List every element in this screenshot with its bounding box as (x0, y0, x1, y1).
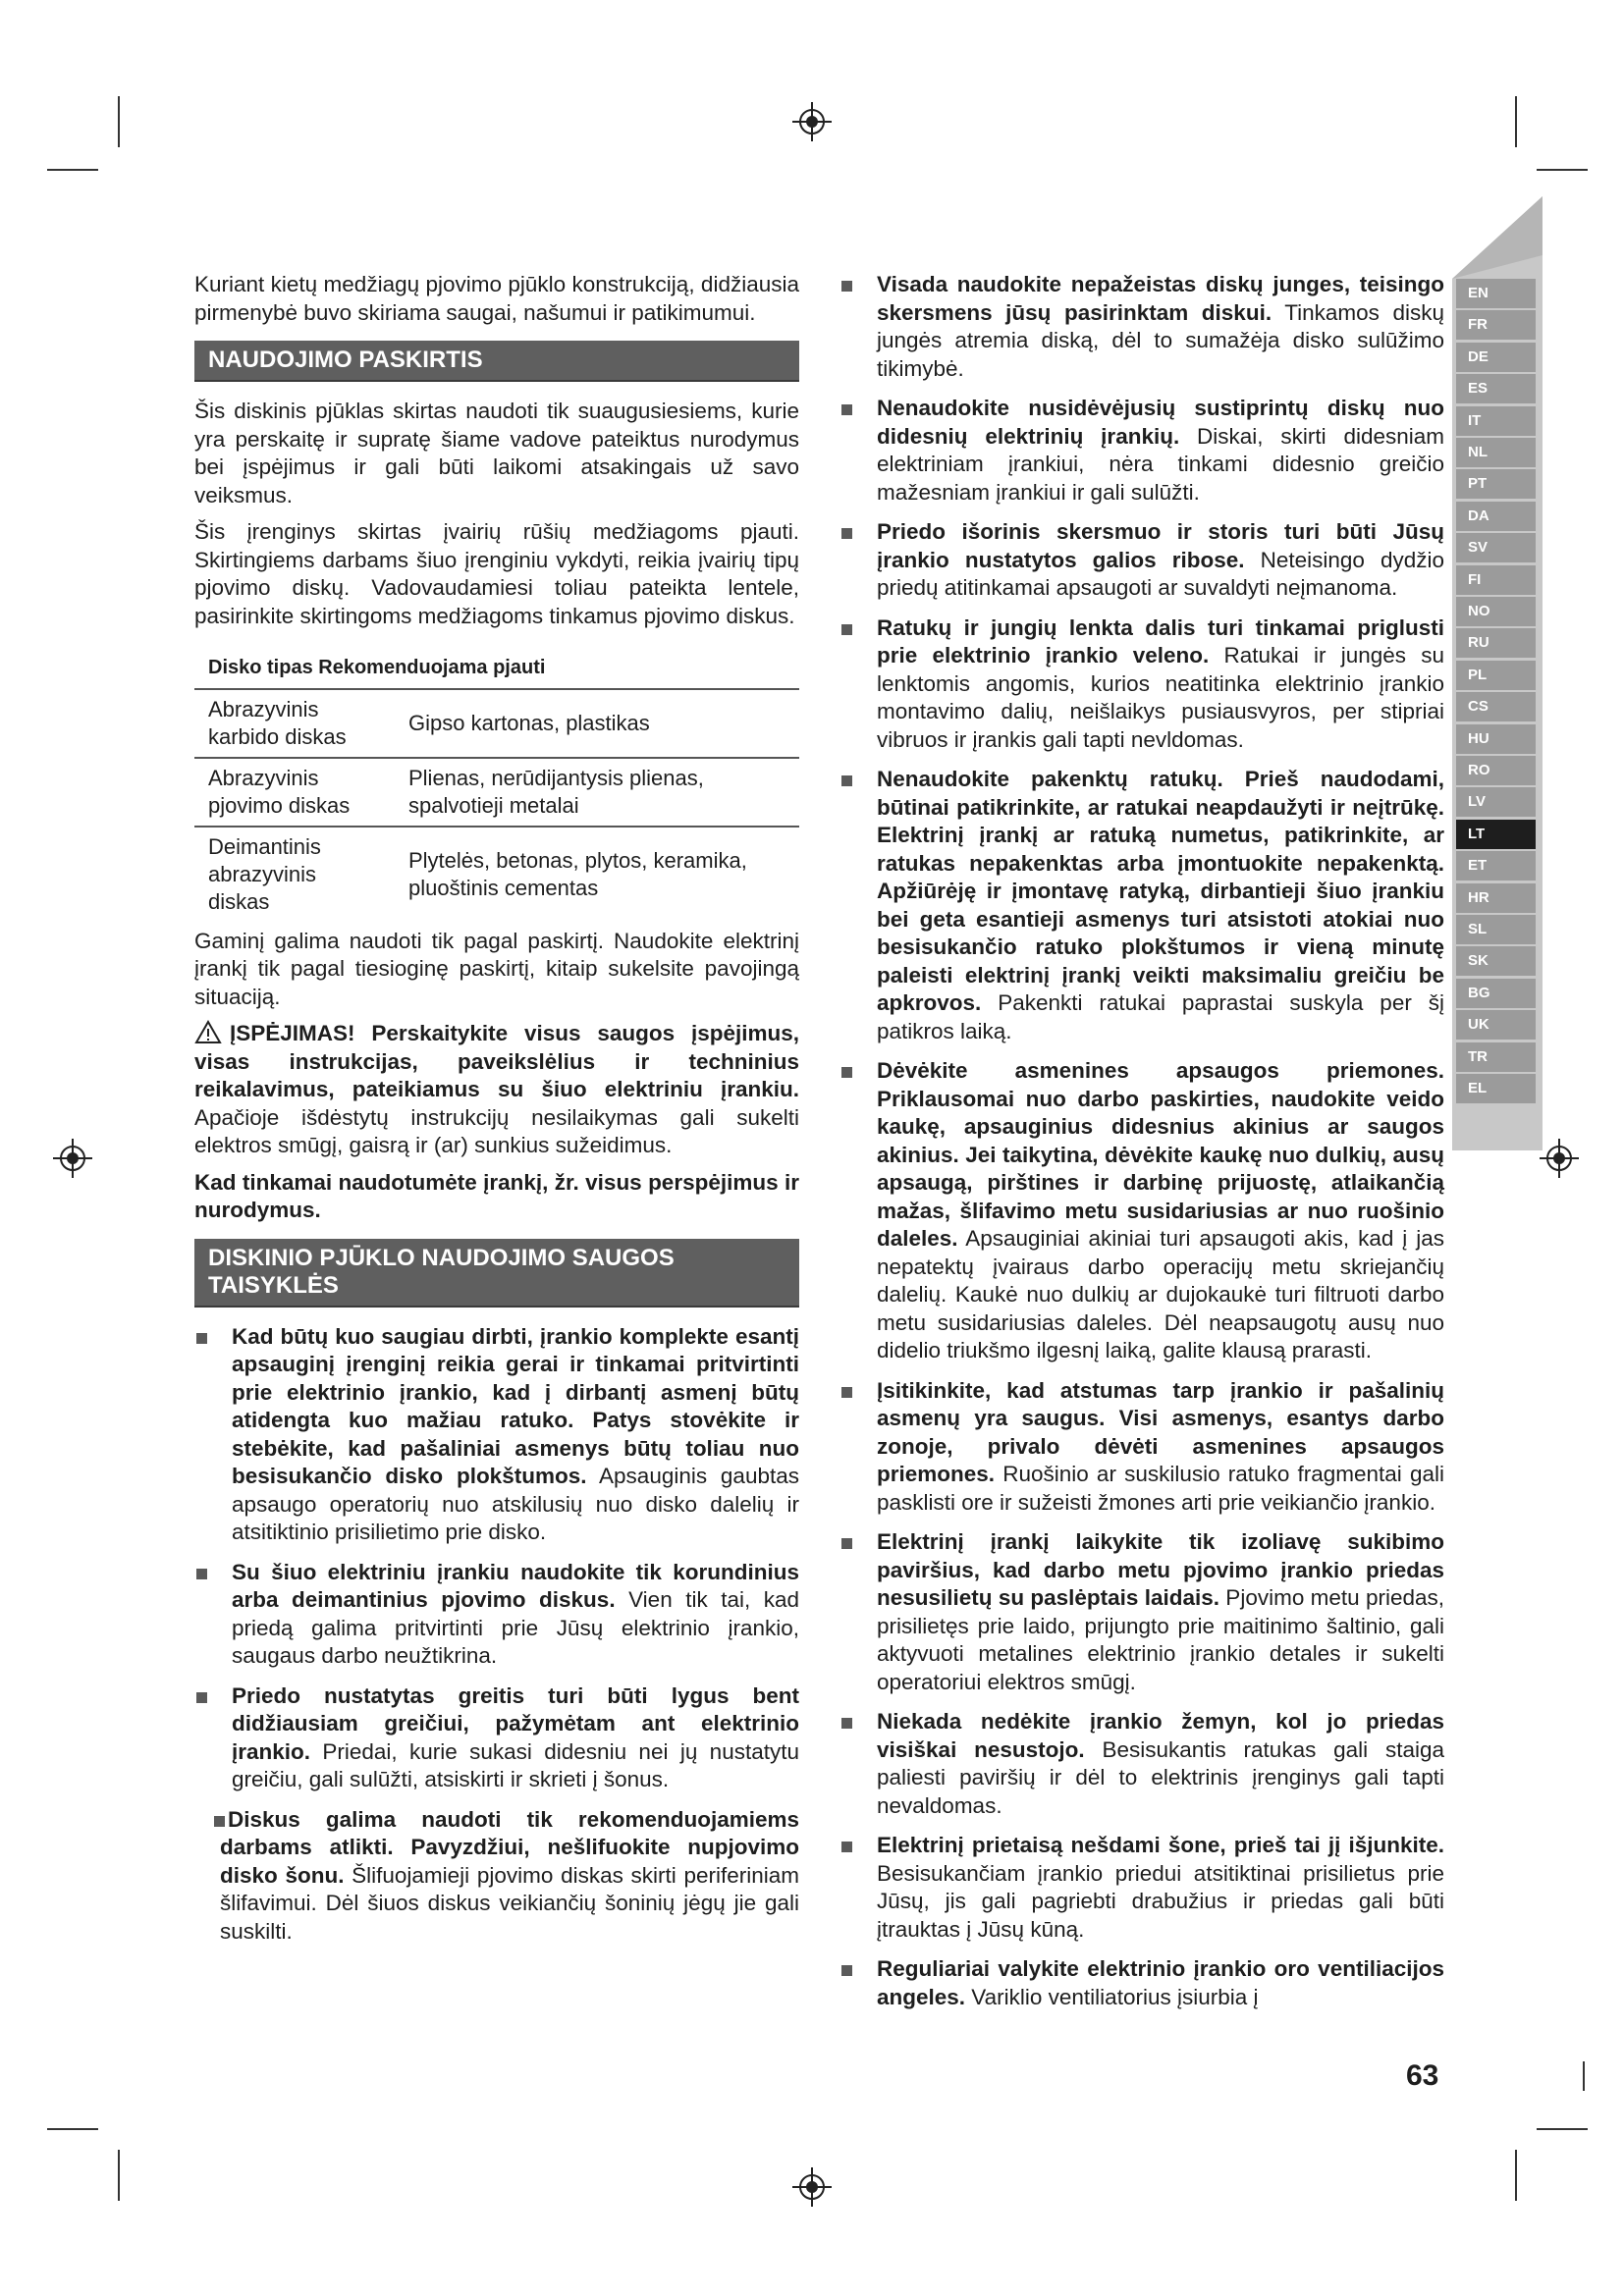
right-column (839, 271, 1444, 2023)
language-tabs (1452, 196, 1552, 1150)
bullet-square-icon (841, 281, 852, 292)
table-cell: Deimantinis abrazyvinis diskas (208, 833, 321, 914)
left-column (194, 271, 799, 1957)
item-text: Variklio ventiliatorius įsiurbia į (965, 1984, 1259, 2009)
item-bold: Priedo nustatytas greitis turi būti lygus bent didžiausiam greičiui, pažymėtam ant elektrinio įrankio. (232, 1682, 799, 1764)
item-bold: Kad būtų kuo saugiau dirbti, įrankio komplekte esantį apsauginį įrenginį reikia gerai ir tinkamai pritvirtinti prie elektrinio įrankio, kad į dirbantį asmenį būtų atidengta kuo mažiau ratuko. Patys stovėkite ir stebėkite, kad pašaliniai asmenys būtų toliau nuo besisukančio disko plokštumos. (232, 1323, 799, 1488)
tab-en[interactable]: EN (1456, 279, 1536, 308)
item-bold: Nenaudokite pakenktų ratukų. Prieš naudodami, būtinai patikrinkite, ar ratukai neapdaužyti ir neįtrūkę. Elektrinį įrankį ar ratuką numetus, patikrinkite, ar ratukas nepakenktas arba įmontuokite nepakenktą. Apžiūrėję ir įmontavę ratyką, dirbantieji šiuo įrankiu bei geta esantieji asmenys turi atsistoti atokiai nuo besisukančio ratuko plokštumos ir vieną minutę paleisti elektrinį įrankį veikti maksimaliu greičiu be apkrovos. (877, 767, 1444, 1015)
list-item (839, 395, 1444, 507)
tab-sk[interactable]: SK (1456, 946, 1536, 976)
tab-hr[interactable]: HR (1456, 883, 1536, 913)
tab-sl[interactable]: SL (1456, 915, 1536, 944)
bullet-square-icon (196, 1692, 207, 1703)
item-bold: Dėvėkite asmenines apsaugos priemones. Priklausomai nuo darbo paskirties, naudokite veido kaukę, apsauginius didesnius akinius ar saugos akinius. Jei taikytina, dėvėkite kaukę nuo dulkių, ausų apsaugą, pirštines ir darbinę prijuostę, atlaikančią mažas, šlifavimo metu susidariusias ar nuo ruošinio daleles. (877, 1058, 1444, 1251)
crop-mark (1515, 2150, 1517, 2201)
crop-mark (118, 2150, 120, 2201)
tab-it[interactable]: IT (1456, 406, 1536, 436)
item-bold: Įsitikinkite, kad atstumas tarp įrankio ir pašalinių asmenų yra saugus. Visi asmenys, esantys darbo zonoje, privalo dėvėti asmenines apsaugos priemones. (877, 1377, 1444, 1486)
item-bold: Priedo išorinis skersmuo ir storis turi būti Jūsų įrankio nustatytos galios ribose. (877, 519, 1444, 572)
table-cell: Plytelės, betonas, plytos, keramika, pluoštinis cementas (408, 847, 747, 900)
correct-use-note (194, 1169, 799, 1225)
item-text: Besisukantis ratukas gali staiga paliesti paviršių ir dėl to elektrinis įrenginys gali tapti nevaldomas. (877, 1736, 1444, 1818)
tab-lt[interactable]: LT (1456, 820, 1536, 849)
tab-fr[interactable]: FR (1456, 310, 1536, 340)
crop-mark (47, 169, 98, 171)
list-item (839, 1832, 1444, 1944)
item-text: Ruošinio ar suskilusio ratuko fragmentai gali pasklisti ore ir sužeisti žmones arti prie veikiančio įrankio. (877, 1462, 1444, 1515)
item-text: Pjovimo metu priedas, prisilietęs prie laido, prijungto prie maitinimo šaltinio, gali aktyvuoti metalines elektrinio įrankio detales ir sukelti operatoriui elektros smūgį. (877, 1585, 1444, 1694)
list-item (194, 1682, 799, 1794)
tab-uk[interactable]: UK (1456, 1010, 1536, 1040)
bullet-square-icon (841, 1067, 852, 1078)
tab-pl[interactable]: PL (1456, 661, 1536, 690)
item-bold: Nenaudokite nusidėvėjusių sustiprintų diskų nuo didesnių elektrinių įrankių. (877, 396, 1444, 449)
tab-ru[interactable]: RU (1456, 628, 1536, 658)
correct-use-bold: Kad tinkamai naudotumėte įrankį, žr. visus perspėjimus ir nurodymus. (194, 1169, 799, 1222)
registration-mark-icon (790, 100, 834, 143)
table-header: Disko tipas Rekomenduojama pjauti (194, 648, 799, 689)
page-number: 63 (1406, 2059, 1439, 2092)
crop-mark (1537, 2128, 1588, 2130)
item-bold: Visada naudokite nepažeistas diskų junges, teisingo skersmens jūsų pasirinktam diskui. (877, 272, 1444, 325)
crop-mark (1583, 2061, 1585, 2091)
item-bold: Elektrinį prietaisą nešdami šone, prieš tai jį išjunkite. (877, 1833, 1444, 1857)
purpose-paragraph: Šis įrenginys skirtas įvairių rūšių medžiagoms pjauti. Skirtingiems darbams šiuo įrenginiu vykdyti, reikia įvairių tipų pjovimo diskų. Vadovaudamiesi toliau pateikta lentele, pasirinkite skirtingoms medžiagoms tinkamus pjovimo diskus. (194, 519, 799, 628)
item-text: Neteisingo dydžio priedų atitinkamai apsaugoti ar suvaldyti neįmanoma. (877, 547, 1444, 600)
list-item (839, 1708, 1444, 1820)
bullet-square-icon (196, 1333, 207, 1344)
table-cell: Plienas, nerūdijantysis plienas, spalvotieji metalai (395, 758, 799, 827)
list-item (839, 271, 1444, 383)
table-cell: Gipso kartonas, plastikas (395, 689, 799, 758)
tab-nl[interactable]: NL (1456, 438, 1536, 467)
tab-no[interactable]: NO (1456, 597, 1536, 626)
item-text: Vien tik tai, kad priedą galima pritvirtinti prie Jūsų elektrinio įrankio, saugaus darbo neužtikrina. (232, 1587, 799, 1668)
item-bold: Reguliariai valykite elektrinio įrankio oro ventiliacijos angeles. (877, 1956, 1444, 2009)
tab-et[interactable]: ET (1456, 851, 1536, 881)
crop-mark (118, 96, 120, 147)
tab-de[interactable]: DE (1456, 343, 1536, 372)
warning-text: Apačioje išdėstytų instrukcijų nesilaikymas gali sukelti elektros smūgį, gaisrą ir (ar) sunkius sužeidimus. (194, 1104, 799, 1157)
purpose-paragraph: Šis diskinis pjūklas skirtas naudoti tik suaugusiesiems, kurie yra perskaitę ir supratę šiame vadove pateiktus nurodymus bei įspėjimus ir gali būti laikomi atsakingais už savo veiksmus. (194, 399, 799, 507)
item-bold: Niekada nedėkite įrankio žemyn, kol jo priedas visiškai nesustojo. (877, 1709, 1444, 1762)
tab-tr[interactable]: TR (1456, 1042, 1536, 1072)
bullet-square-icon (841, 1538, 852, 1549)
list-item (839, 614, 1444, 755)
tab-el[interactable]: EL (1456, 1074, 1536, 1103)
bullet-square-icon (196, 1569, 207, 1579)
disc-type-table (194, 648, 799, 922)
registration-mark-icon (790, 2165, 834, 2209)
item-text: Tinkamos diskų jungės atremia diską, dėl to sumažėja disko sulūžimo tikimybė. (877, 299, 1444, 381)
tab-lv[interactable]: LV (1456, 787, 1536, 817)
bullet-square-icon (841, 1965, 852, 1976)
item-bold: Elektrinį įrankį laikykite tik izoliavę sukibimo paviršius, kad darbo metu pjovimo įrankio priedas nesusilietų su paslėptais laidais. (877, 1529, 1444, 1610)
section-heading-purpose: NAUDOJIMO PASKIRTIS (194, 341, 799, 382)
list-item (194, 1559, 799, 1671)
list-item (839, 1955, 1444, 2011)
tab-bg[interactable]: BG (1456, 979, 1536, 1008)
intro-paragraph: Kuriant kietų medžiagų pjovimo pjūklo konstrukciją, didžiausia pirmenybė buvo skiriama saugai, našumui ir patikimumui. (194, 272, 799, 325)
item-text: Apsauginis gaubtas apsaugo operatorių nuo atskilusių nuo disko dalelių ir atsitiktinio prisilietimo prie disko. (232, 1464, 799, 1544)
tab-es[interactable]: ES (1456, 374, 1536, 403)
tab-da[interactable]: DA (1456, 502, 1536, 531)
bullet-square-icon (841, 528, 852, 539)
item-text: Ratukai ir jungės su lenktomis angomis, kurios neatitinka elektrinio įrankio montavimo dalių, neišlaikys pusiausvyros, per stipriai vibruos ir įrankis gali tapti nevldomas. (877, 643, 1444, 752)
tab-sv[interactable]: SV (1456, 533, 1536, 562)
table-row (194, 758, 799, 827)
table-row (194, 689, 799, 758)
list-item (194, 1323, 799, 1547)
bullet-square-icon (841, 624, 852, 635)
list-item (839, 766, 1444, 1045)
bullet-square-icon (841, 404, 852, 415)
crop-mark (1537, 169, 1588, 171)
list-item (839, 1528, 1444, 1696)
list-item (194, 1806, 799, 1947)
item-text: Priedai, kurie sukasi didesniu nei jų nustatytu greičiu, gali sulūžti, atsiskirti ir skrieti į šonus. (232, 1738, 799, 1791)
table-row (194, 827, 799, 922)
item-bold: Su šiuo elektriniu įrankiu naudokite tik korundinius arba deimantinius pjovimo diskus. (232, 1559, 799, 1612)
section-heading-safety: DISKINIO PJŪKLO NAUDOJIMO SAUGOS TAISYKLĖS (194, 1239, 799, 1308)
safety-list (194, 1323, 799, 1947)
tab-ro[interactable]: RO (1456, 756, 1536, 785)
list-item (839, 1057, 1444, 1365)
bullet-square-icon (841, 1842, 852, 1852)
tab-cs[interactable]: CS (1456, 692, 1536, 721)
bullet-square-icon (214, 1816, 225, 1827)
item-text: Diskai, skirti didesniam elektriniam įrankiui, nėra tinkami didesnio greičio mažesniam įrankiui ir gali sulūžti. (877, 423, 1444, 505)
registration-mark-icon (51, 1137, 94, 1180)
item-text: Šlifuojamieji pjovimo diskas skirti periferiniam šlifavimui. Dėl šiuos diskus veikiančių šoninių jėgų jie gali suskilti. (220, 1862, 799, 1944)
table-cell: Abrazyvinis karbido diskas (194, 689, 395, 758)
list-item (839, 1377, 1444, 1518)
bullet-square-icon (841, 1387, 852, 1398)
table-cell: Abrazyvinis pjovimo diskas (194, 758, 395, 827)
tab-fi[interactable]: FI (1456, 565, 1536, 595)
warning-paragraph (194, 1020, 799, 1160)
safety-list (839, 271, 1444, 2011)
item-text: Pakenkti ratukai paprastai suskyla per šį patikros laiką. (877, 990, 1444, 1043)
tab-pt[interactable]: PT (1456, 469, 1536, 499)
warning-triangle-icon (194, 1020, 222, 1044)
warning-bold: ĮSPĖJIMAS! Perskaitykite visus saugos įspėjimus, visas instrukcijas, paveikslėlius ir techninius reikalavimus, pateikiamus su šiuo elektriniu įrankiu. (194, 1021, 799, 1101)
bullet-square-icon (841, 1718, 852, 1729)
crop-mark (1515, 96, 1517, 147)
item-bold: Diskus galima naudoti tik rekomenduojamiems darbams atlikti. Pavyzdžiui, nešlifuokite nupjovimo disko šonu. (220, 1806, 799, 1888)
purpose-paragraph: Gaminį galima naudoti tik pagal paskirtį. Naudokite elektrinį įrankį tik pagal tiesioginę paskirtį, kitaip sukelsite pavojingą situaciją. (194, 928, 799, 1009)
bullet-square-icon (841, 775, 852, 786)
item-bold: Ratukų ir jungių lenkta dalis turi tinkamai priglusti prie elektrinio įrankio veleno. (877, 614, 1444, 667)
crop-mark (47, 2128, 98, 2130)
list-item (839, 518, 1444, 603)
item-text: Besisukančiam įrankio priedui atsitiktinai prisilietus prie Jūsų, jis gali pagriebti drabužius ir priedas gali būti įtrauktas į Jūsų kūną. (877, 1860, 1444, 1942)
tab-hu[interactable]: HU (1456, 724, 1536, 754)
item-text: Apsauginiai akiniai turi apsaugoti akis, kad į jas nepatektų įvairaus darbo operacijų metu skriejančių dalelių. Kaukė nuo dulkių ar dujokaukė turi filtruoti darbo metu susidariusias daleles. Dėl neapsaugotų ausų nuo didelio triukšmo ilgesnį laiką, galite klausą prarasti. (877, 1226, 1444, 1362)
